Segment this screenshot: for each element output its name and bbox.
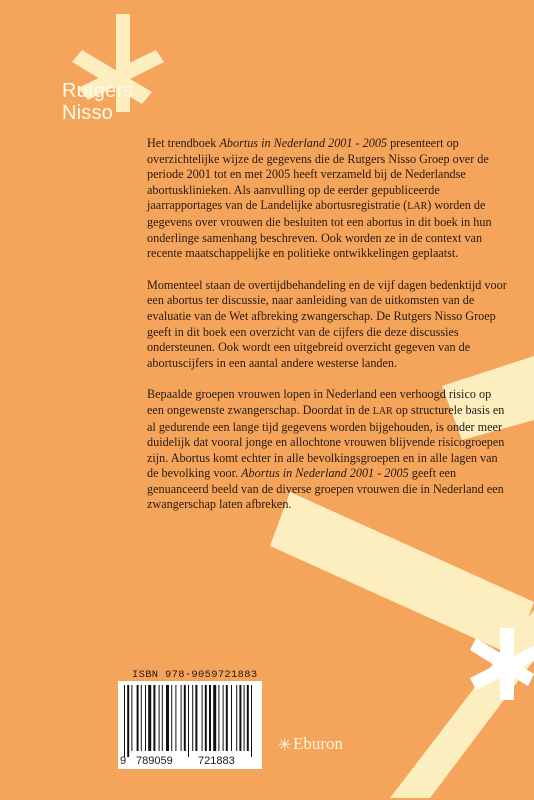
barcode-bar — [153, 685, 155, 751]
blurb-paragraph-3: Bepaalde groepen vrouwen lopen in Nederland een verhoogd risico op een ongewenste zwangerschap. Doordat in de LAR op structurele basis en al gedurende een lange tijd gegevens worden bijgehouden, is onder meer duidelijk dat vooral jonge en allochtone vrouwen blijvende risicogroepen zijn. Abortus komt echter in alle bevolkingsgroepen en in alle lagen van de bevolking voor. Abortus in Nederland 2001 - 2005 geeft een genuanceerd beeld van de diverse groepen vrouwen die in Nederland een zwangerschap laten afbreken. — [147, 387, 505, 512]
barcode-digit-first: 9 — [120, 755, 127, 767]
barcode-bar — [236, 685, 237, 751]
logo-text-line2: Nisso — [62, 102, 114, 124]
barcode-bar — [145, 685, 146, 751]
logo-text-line1: Rutgers — [62, 80, 134, 102]
barcode-bar — [171, 685, 172, 751]
barcode-bar — [192, 685, 193, 751]
barcode-bar — [127, 685, 129, 757]
barcode-bar — [223, 685, 224, 751]
barcode-bar — [239, 685, 241, 751]
barcode-bar — [159, 685, 160, 751]
publisher-asterisk-icon: ✳ — [278, 735, 292, 754]
barcode-bar — [213, 685, 216, 751]
barcode-digits-right: 721883 — [198, 755, 235, 767]
barcode-bar — [137, 685, 139, 751]
barcode-bar — [247, 685, 249, 751]
barcode-bar — [251, 685, 252, 757]
barcode-bar — [244, 685, 245, 751]
barcode-bar — [231, 685, 232, 751]
barcode-bar — [162, 685, 163, 751]
barcode-bar — [209, 685, 211, 751]
barcode-bar — [181, 685, 182, 751]
barcode-bar — [195, 685, 197, 751]
barcode-bar — [226, 685, 228, 751]
barcode-bar — [188, 685, 189, 757]
barcode-bar — [184, 685, 186, 751]
publisher-name: Eburon — [293, 734, 344, 753]
barcode-bar — [175, 685, 176, 751]
blurb-text — [147, 136, 509, 529]
barcode-bar — [218, 685, 219, 751]
barcode-digits-left: 789059 — [136, 755, 173, 767]
blurb-paragraph-2: Momenteel staan de overtijdbehandeling en de vijf dagen bedenktijd voor een abortus ter discussie, naar aanleiding van de uitkomsten van de evaluatie van de Wet afbreking zwangerschap. De Rutgers Nisso Groep geeft in dit boek een overzicht van de cijfers die deze discussies ondersteunen. Ook wordt een uitgebreid overzicht gegeven van de abortuscijfers in een aantal andere westerse landen. — [147, 277, 507, 370]
barcode-bar — [141, 685, 142, 751]
blurb-paragraph-1: Het trendboek Abortus in Nederland 2001 - 2005 presenteert op overzichtelijke wijze de gegevens die de Rutgers Nisso Groep over de periode 2001 tot en met 2005 heeft verzameld bij de Nederlandse abortusklinieken. Als aanvulling op de eerder gepubliceerde jaarrapportages van de Landelijke abortusregistratie (LAR) worden de gegevens over vrouwen die besluiten tot een abortus in dit boek in hun onderlinge samenhang beschreven. Ook worden ze in de context van recente maatschappelijke en politieke ontwikkelingen geplaatst. — [147, 136, 492, 261]
barcode-bar — [202, 685, 203, 751]
barcode-bar — [205, 685, 207, 751]
barcode — [118, 681, 262, 757]
barcode-bar — [148, 685, 151, 751]
isbn-number: ISBN 978-9059721883 — [132, 669, 258, 681]
barcode-bar — [124, 685, 125, 757]
barcode-bar — [166, 685, 169, 751]
barcode-bar — [131, 685, 132, 751]
